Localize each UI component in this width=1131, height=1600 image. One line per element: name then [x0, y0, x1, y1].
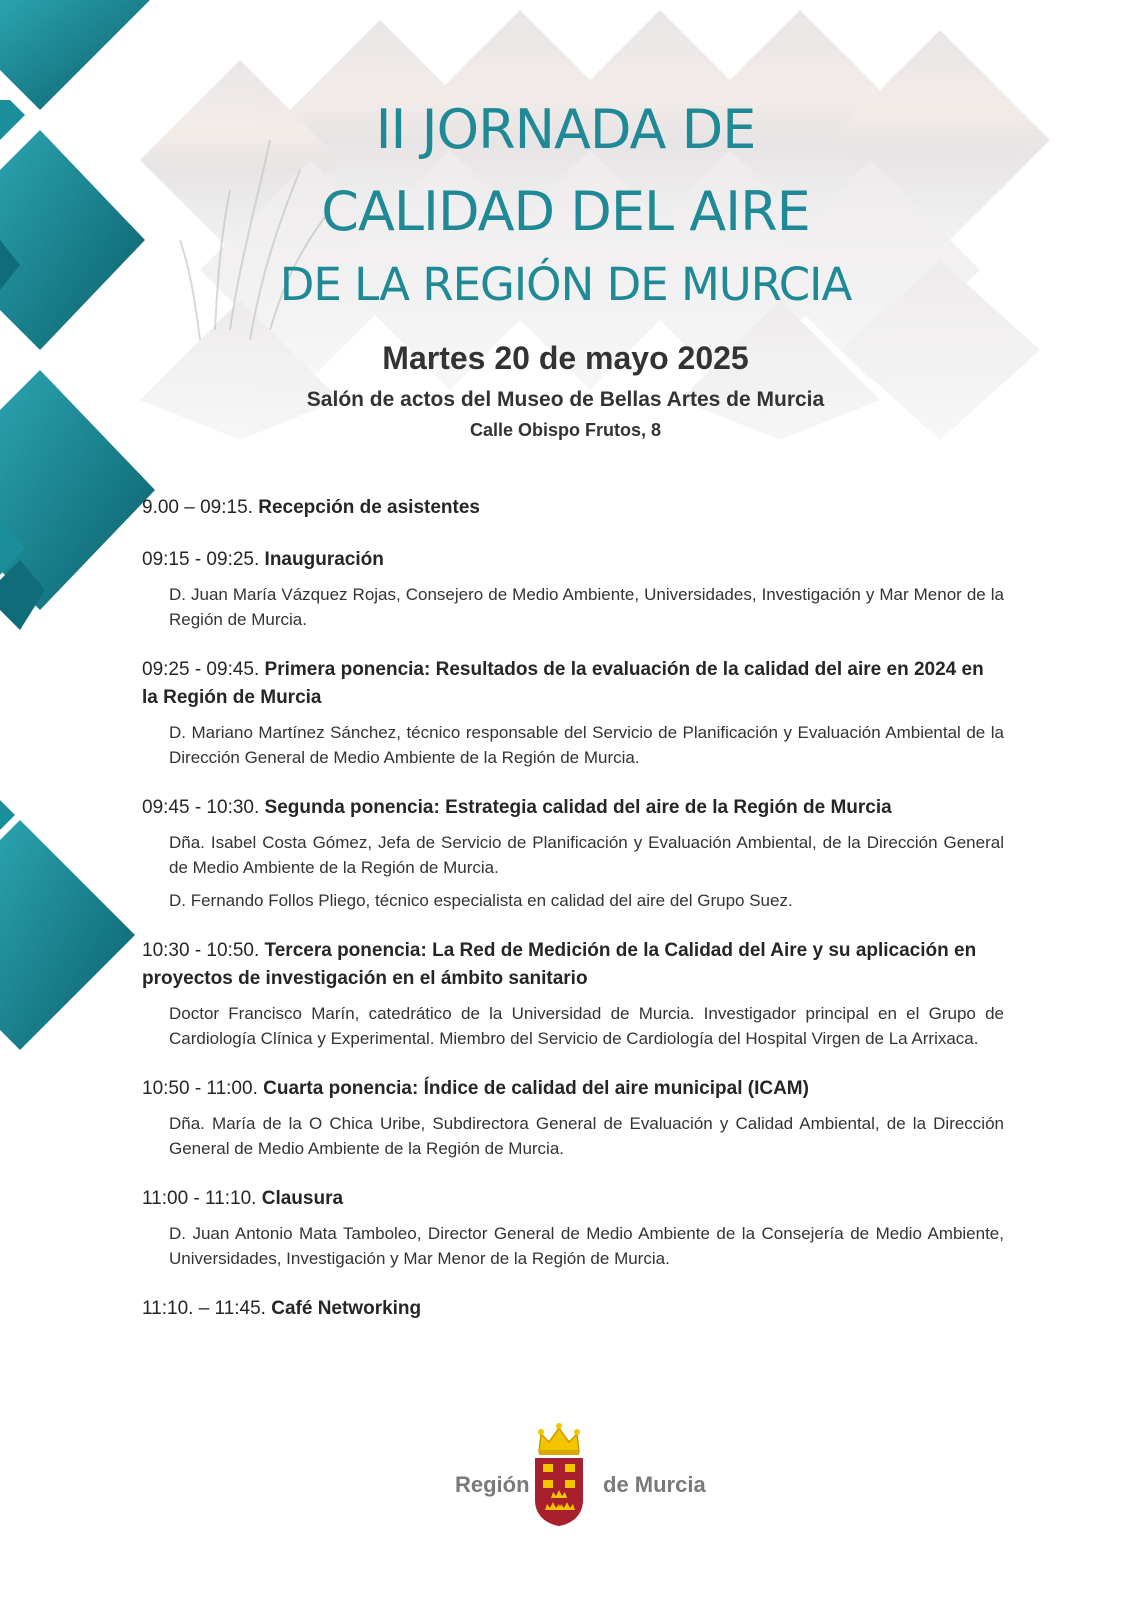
agenda-speaker: Dña. María de la O Chica Uribe, Subdirectora General de Evaluación y Calidad Ambiental, de la Dirección General de Medio Ambiente de la Región de Murcia.	[169, 1114, 1004, 1158]
agenda-item-heading	[142, 937, 1004, 993]
agenda-item	[142, 1295, 1004, 1323]
agenda-time: 09:45 - 10:30.	[142, 797, 265, 818]
agenda-item-heading	[142, 794, 1004, 822]
coat-of-arms-icon	[529, 1420, 589, 1530]
agenda-item-heading	[142, 1185, 1004, 1213]
agenda-title: Clausura	[261, 1188, 344, 1209]
agenda-time: 11:10. – 11:45.	[142, 1298, 272, 1319]
agenda-title: Inauguración	[264, 549, 384, 570]
title-line-1: II JORNADA DE	[375, 98, 756, 161]
agenda-item	[142, 656, 1004, 770]
agenda-item-heading	[142, 1075, 1004, 1103]
agenda-item	[142, 794, 1004, 913]
agenda-item-heading	[142, 494, 1004, 522]
event-venue: Salón de actos del Museo de Bellas Artes de Murcia	[306, 388, 825, 411]
agenda-speaker: D. Juan María Vázquez Rojas, Consejero de Medio Ambiente, Universidades, Investigación y Mar Menor de la Región de Murcia.	[169, 585, 1004, 629]
agenda-item	[142, 494, 1004, 522]
agenda-time: 10:50 - 11:00.	[142, 1078, 264, 1099]
agenda-item-heading	[142, 656, 1004, 712]
agenda-item-heading	[142, 1295, 1004, 1323]
agenda-title: Segunda ponencia: Estrategia calidad del aire de la Región de Murcia	[264, 797, 892, 818]
agenda-time: 09:25 - 09:45.	[142, 659, 265, 680]
agenda-time: 11:00 - 11:10.	[142, 1188, 262, 1209]
agenda-speaker: D. Fernando Follos Pliego, técnico especialista en calidad del aire del Grupo Suez.	[169, 891, 793, 910]
agenda-title: Tercera ponencia: La Red de Medición de la Calidad del Aire y su aplicación en proyectos de investigación en el ámbito sanitario	[142, 940, 977, 989]
agenda-speaker: Dña. Isabel Costa Gómez, Jefa de Servicio de Planificación y Evaluación Ambiental, de la Dirección General de Medio Ambiente de la Región de Murcia.	[169, 833, 1004, 877]
agenda-time: 9.00 – 09:15.	[142, 497, 259, 518]
title-line-2: CALIDAD DEL AIRE	[321, 180, 810, 243]
agenda-speaker: Doctor Francisco Marín, catedrático de la Universidad de Murcia. Investigador principal en el Grupo de Cardiología Clínica y Experimental. Miembro del Servicio de Cardiología del Hospital Virgen de La Arrixaca.	[169, 1004, 1004, 1048]
agenda-title: Recepción de asistentes	[258, 497, 480, 518]
event-address: Calle Obispo Frutos, 8	[469, 420, 662, 440]
agenda-time: 09:15 - 09:25.	[142, 549, 265, 570]
event-date: Martes 20 de mayo 2025	[382, 340, 749, 376]
agenda-time: 10:30 - 10:50.	[142, 940, 265, 961]
agenda-speaker: D. Mariano Martínez Sánchez, técnico responsable del Servicio de Planificación y Evaluación Ambiental de la Dirección General de Medio Ambiente de la Región de Murcia.	[169, 723, 1004, 767]
agenda-item	[142, 1075, 1004, 1161]
agenda-item	[142, 1185, 1004, 1271]
agenda-title: Cuarta ponencia: Índice de calidad del aire municipal (ICAM)	[263, 1078, 809, 1099]
agenda-item	[142, 546, 1004, 632]
region-de-murcia-logo	[455, 1420, 715, 1530]
agenda-title: Café Networking	[271, 1298, 422, 1319]
agenda-title: Primera ponencia: Resultados de la evaluación de la calidad del aire en 2024 en la Región de Murcia	[142, 659, 984, 708]
logo-text-left: Región	[455, 1472, 530, 1497]
logo-text-right: de Murcia	[603, 1472, 706, 1497]
agenda-item-heading	[142, 546, 1004, 574]
title-line-3: DE LA REGIÓN DE MURCIA	[279, 258, 852, 311]
agenda-speaker: D. Juan Antonio Mata Tamboleo, Director General de Medio Ambiente de la Consejería de Medio Ambiente, Universidades, Investigación y Mar Menor de la Región de Murcia.	[169, 1224, 1004, 1268]
agenda-item	[142, 937, 1004, 1051]
agenda	[142, 494, 1004, 1347]
